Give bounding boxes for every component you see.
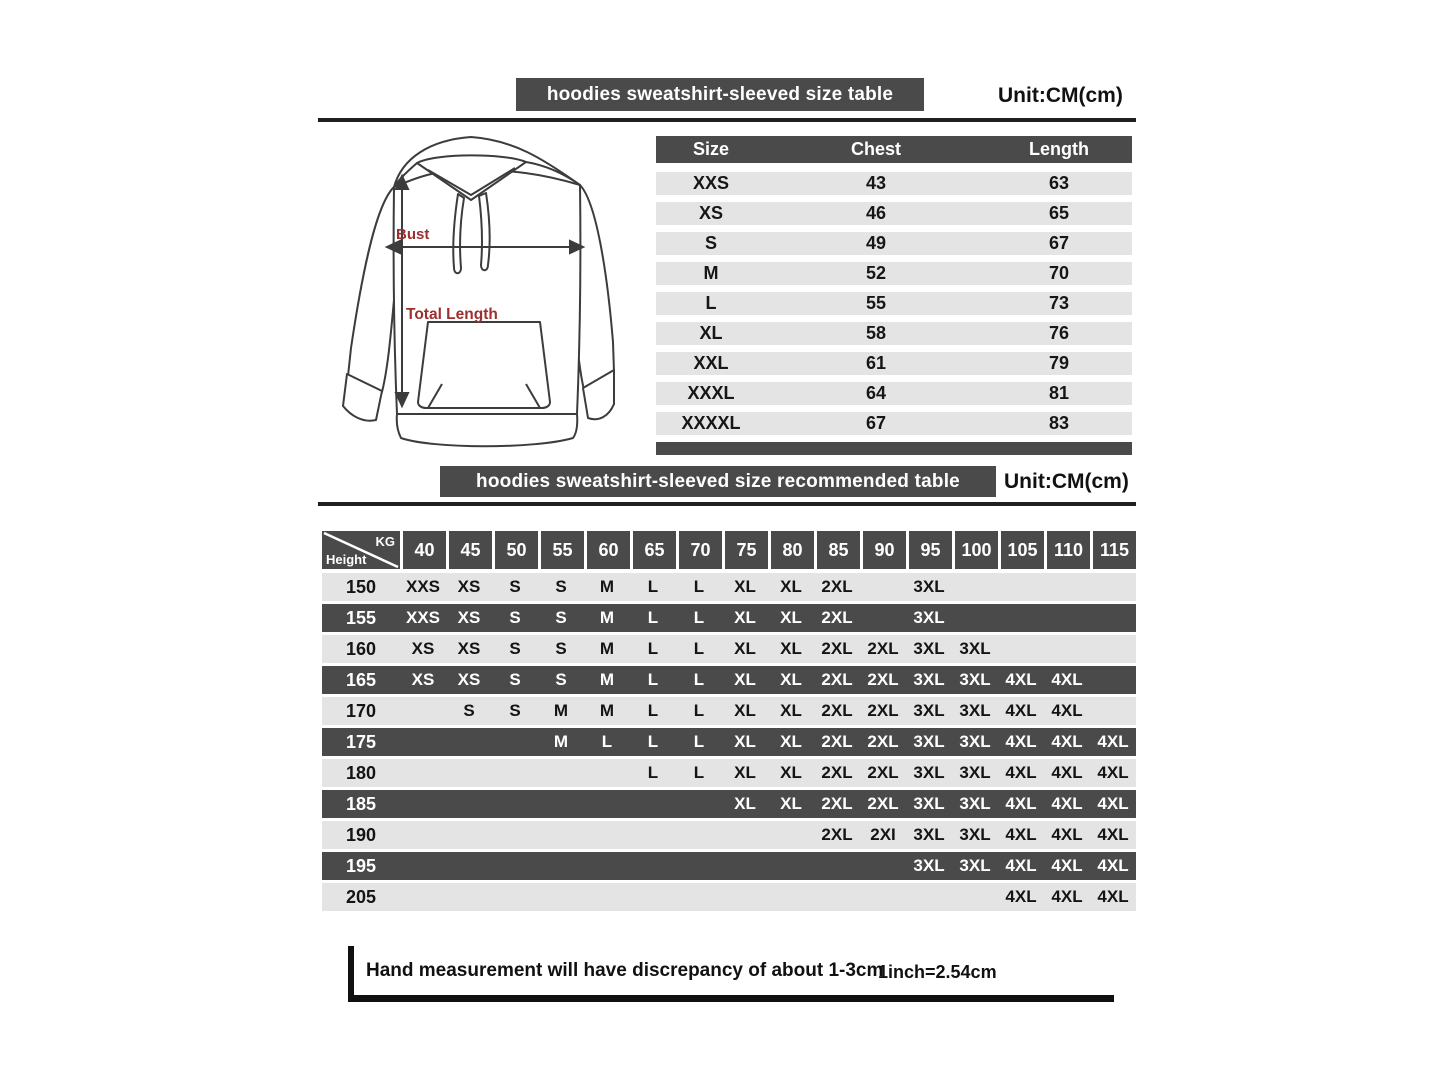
size-table-header-cell: Size xyxy=(692,139,730,159)
recommended-size-cell: 4XL xyxy=(1005,887,1037,906)
size-table-cell: 73 xyxy=(1048,293,1070,313)
recommended-size-cell xyxy=(584,821,630,849)
recommended-size-cell xyxy=(446,821,492,849)
recommended-size-cell: 2XL xyxy=(821,825,853,844)
weight-header-cell: 45 xyxy=(449,531,492,569)
recommended-size-cell xyxy=(1090,635,1136,663)
recommended-size-cell: 3XL xyxy=(913,856,945,875)
recommended-size-cell: 2XI xyxy=(870,825,896,844)
recommended-table-row xyxy=(322,728,1136,756)
recommended-size-cell xyxy=(1044,604,1090,632)
recommended-size-cell xyxy=(630,821,676,849)
recommended-size-cell xyxy=(952,604,998,632)
recommended-size-cell: L xyxy=(647,608,659,627)
size-table-cell: 58 xyxy=(865,323,887,343)
recommended-size-cell: S xyxy=(555,608,567,627)
recommended-size-cell: 4XL xyxy=(1051,856,1083,875)
size-table-header-cell: Length xyxy=(1029,139,1089,159)
recommended-size-cell xyxy=(630,852,676,880)
recommended-size-cell: XS xyxy=(457,608,481,627)
recommended-size-cell xyxy=(492,759,538,787)
recommended-size-cell xyxy=(492,790,538,818)
recommended-size-cell: S xyxy=(509,608,521,627)
recommended-size-cell xyxy=(538,883,584,911)
recommended-size-cell: 2XL xyxy=(821,577,853,596)
recommended-size-cell: 4XL xyxy=(1097,856,1129,875)
recommended-size-cell: M xyxy=(599,670,615,689)
size-table-header xyxy=(656,136,1132,163)
recommended-size-cell xyxy=(814,883,860,911)
recommended-size-cell: XL xyxy=(780,639,802,658)
recommended-size-cell: M xyxy=(553,732,569,751)
recommended-table-row xyxy=(322,697,1136,725)
recommended-size-cell xyxy=(952,573,998,601)
recommended-size-cell: 4XL xyxy=(1005,670,1037,689)
recommended-size-cell: 3XL xyxy=(959,763,991,782)
recommended-size-cell xyxy=(906,883,952,911)
recommended-size-cell: XL xyxy=(780,701,802,720)
size-table-row xyxy=(656,232,1132,255)
size-table-row xyxy=(656,382,1132,405)
size-table-cell: 52 xyxy=(865,263,887,283)
recommended-size-cell xyxy=(400,697,446,725)
recommended-size-cell: 4XL xyxy=(1051,701,1083,720)
recommended-size-cell: XXS xyxy=(405,577,441,596)
recommended-size-cell xyxy=(722,852,768,880)
recommended-size-cell: S xyxy=(555,639,567,658)
recommended-size-cell xyxy=(1090,604,1136,632)
recommended-size-cell: 4XL xyxy=(1097,794,1129,813)
recommended-size-cell: 3XL xyxy=(913,763,945,782)
recommended-size-cell: XL xyxy=(734,763,756,782)
recommended-size-cell: 2XL xyxy=(867,639,899,658)
hoodie-measurement-diagram xyxy=(330,132,615,457)
recommended-size-cell: L xyxy=(647,639,659,658)
weight-header-cell: 40 xyxy=(403,531,446,569)
recommended-table-header xyxy=(322,531,1136,569)
bust-label: Bust xyxy=(396,226,430,243)
recommended-size-cell: 2XL xyxy=(821,639,853,658)
recommended-size-cell: S xyxy=(509,639,521,658)
recommended-size-cell: L xyxy=(647,577,659,596)
recommended-size-cell xyxy=(998,635,1044,663)
recommended-size-cell: L xyxy=(693,701,705,720)
recommended-size-cell: 4XL xyxy=(1097,763,1129,782)
recommended-size-cell xyxy=(630,883,676,911)
weight-header-cell: 55 xyxy=(541,531,584,569)
recommended-size-cell: 4XL xyxy=(1051,670,1083,689)
recommended-size-cell: 3XL xyxy=(913,701,945,720)
recommended-size-cell xyxy=(446,883,492,911)
recommended-size-cell: L xyxy=(693,763,705,782)
size-table-cell: XXS xyxy=(692,173,730,193)
total-length-label: Total Length xyxy=(406,306,498,323)
weight-header-cell: 115 xyxy=(1093,531,1136,569)
recommended-table-body xyxy=(322,573,1136,911)
recommended-size-cell: 2XL xyxy=(821,701,853,720)
inch-conversion-note: 1inch=2.54cm xyxy=(878,962,997,982)
recommended-size-cell: XL xyxy=(780,608,802,627)
recommended-size-cell: 4XL xyxy=(1097,732,1129,751)
size-table-footer-bar xyxy=(656,442,1132,455)
measurement-note: Hand measurement will have discrepancy of about 1-3cm xyxy=(366,960,884,981)
recommended-table-row xyxy=(322,790,1136,818)
recommended-size-cell: S xyxy=(555,670,567,689)
recommended-size-cell: 4XL xyxy=(1005,763,1037,782)
recommended-size-cell: XS xyxy=(457,670,481,689)
size-table-cell: 76 xyxy=(1048,323,1070,343)
size-table-row xyxy=(656,352,1132,375)
recommended-size-cell xyxy=(1090,666,1136,694)
recommended-size-cell: XS xyxy=(411,670,435,689)
size-table-cell: XXXXL xyxy=(681,413,741,433)
recommended-size-cell: 3XL xyxy=(913,670,945,689)
recommended-size-cell: S xyxy=(463,701,475,720)
recommended-size-cell xyxy=(538,790,584,818)
recommended-size-cell xyxy=(584,759,630,787)
footer-left-bar xyxy=(348,946,354,1002)
size-table-title: hoodies sweatshirt-sleeved size table xyxy=(516,78,924,111)
recommended-size-cell xyxy=(446,759,492,787)
size-table-cell: S xyxy=(704,233,717,253)
footer-bottom-bar xyxy=(348,995,1114,1002)
size-table-cell: M xyxy=(703,263,719,283)
recommended-size-cell: S xyxy=(509,577,521,596)
recommended-size-cell: XL xyxy=(734,670,756,689)
recommended-size-cell: 3XL xyxy=(913,608,945,627)
recommended-size-cell xyxy=(860,604,906,632)
recommended-table-row xyxy=(322,883,1136,911)
size-table-cell: XXL xyxy=(693,353,729,373)
weight-header-cell: 70 xyxy=(679,531,722,569)
size-table-row xyxy=(656,292,1132,315)
weight-header-cell: 100 xyxy=(955,531,998,569)
size-table-cell: 43 xyxy=(865,173,887,193)
recommended-size-cell xyxy=(584,883,630,911)
recommended-size-cell: L xyxy=(693,670,705,689)
recommended-table-row xyxy=(322,852,1136,880)
recommended-size-cell: S xyxy=(509,670,521,689)
recommended-size-cell: XL xyxy=(734,577,756,596)
recommended-size-cell xyxy=(998,573,1044,601)
recommended-size-cell xyxy=(722,821,768,849)
recommended-size-cell: 4XL xyxy=(1051,887,1083,906)
recommended-size-cell: L xyxy=(647,763,659,782)
recommended-size-cell xyxy=(400,790,446,818)
recommended-size-cell: M xyxy=(553,701,569,720)
recommended-size-cell: 4XL xyxy=(1005,732,1037,751)
recommended-size-cell xyxy=(446,728,492,756)
recommended-table-row xyxy=(322,635,1136,663)
height-label-cell: 150 xyxy=(345,577,377,597)
height-label-cell: 155 xyxy=(345,608,377,628)
hoodie-outline-icon xyxy=(343,137,614,446)
size-table-cell: 46 xyxy=(865,203,887,223)
weight-header-cell: 80 xyxy=(771,531,814,569)
unit-label-top: Unit:CM(cm) xyxy=(998,84,1123,107)
size-table-cell: 67 xyxy=(865,413,887,433)
recommended-size-cell: 3XL xyxy=(913,639,945,658)
recommended-size-cell: 4XL xyxy=(1005,856,1037,875)
size-table-row xyxy=(656,322,1132,345)
recommended-size-cell: XL xyxy=(780,794,802,813)
weight-header-cell: 75 xyxy=(725,531,768,569)
weight-header-cell: 85 xyxy=(817,531,860,569)
recommended-size-cell: 3XL xyxy=(913,794,945,813)
corner-height-label: Height xyxy=(326,552,367,567)
recommended-size-cell: XL xyxy=(780,732,802,751)
recommended-size-cell: M xyxy=(599,577,615,596)
recommended-table-title: hoodies sweatshirt-sleeved size recommended table xyxy=(440,466,996,497)
recommended-size-cell: M xyxy=(599,608,615,627)
recommended-size-cell: 4XL xyxy=(1051,763,1083,782)
size-table-cell: L xyxy=(705,293,717,313)
recommended-size-cell: 3XL xyxy=(913,825,945,844)
weight-header-cell: 95 xyxy=(909,531,952,569)
size-table-row xyxy=(656,172,1132,195)
recommended-size-cell: 2XL xyxy=(867,701,899,720)
recommended-size-cell xyxy=(400,821,446,849)
recommended-size-cell: 2XL xyxy=(867,670,899,689)
recommended-size-cell xyxy=(538,759,584,787)
unit-label-bottom: Unit:CM(cm) xyxy=(1004,470,1129,493)
recommended-table-row xyxy=(322,604,1136,632)
recommended-size-cell: M xyxy=(599,639,615,658)
recommended-size-cell: XS xyxy=(457,577,481,596)
recommended-size-cell xyxy=(492,883,538,911)
recommended-size-cell: 4XL xyxy=(1005,701,1037,720)
size-table-header-cell: Chest xyxy=(850,139,901,159)
recommended-size-cell: 2XL xyxy=(867,763,899,782)
recommended-size-cell: 2XL xyxy=(821,670,853,689)
recommended-size-cell: 3XL xyxy=(959,794,991,813)
recommended-size-cell: XL xyxy=(734,608,756,627)
recommended-size-cell xyxy=(768,821,814,849)
recommended-size-cell: XXS xyxy=(405,608,441,627)
recommended-size-cell: L xyxy=(693,577,705,596)
size-table-cell: 49 xyxy=(865,233,887,253)
recommended-size-cell xyxy=(1090,573,1136,601)
recommended-table-row xyxy=(322,821,1136,849)
recommended-size-cell xyxy=(676,852,722,880)
recommended-size-cell xyxy=(1044,573,1090,601)
recommended-table xyxy=(322,531,1136,914)
size-table-row xyxy=(656,202,1132,225)
recommended-size-cell: XL xyxy=(734,639,756,658)
recommended-size-cell: 2XL xyxy=(821,732,853,751)
recommended-size-cell xyxy=(860,573,906,601)
recommended-size-cell xyxy=(492,852,538,880)
recommended-size-cell: 4XL xyxy=(1097,825,1129,844)
recommended-size-cell xyxy=(814,852,860,880)
divider-rule-top xyxy=(318,118,1136,122)
height-label-cell: 180 xyxy=(345,763,377,783)
recommended-size-cell xyxy=(400,883,446,911)
recommended-size-cell xyxy=(676,790,722,818)
recommended-size-cell: 3XL xyxy=(959,856,991,875)
height-label-cell: 185 xyxy=(345,794,377,814)
height-label-cell: 195 xyxy=(345,856,377,876)
recommended-size-cell: S xyxy=(509,701,521,720)
size-table-cell: 70 xyxy=(1048,263,1070,283)
recommended-size-cell: XL xyxy=(780,763,802,782)
recommended-size-cell xyxy=(998,604,1044,632)
recommended-size-cell xyxy=(768,883,814,911)
size-table-cell: 83 xyxy=(1048,413,1070,433)
recommended-size-cell: L xyxy=(647,701,659,720)
size-table-cell: 61 xyxy=(865,353,887,373)
height-label-cell: 205 xyxy=(345,887,377,907)
recommended-size-cell xyxy=(860,883,906,911)
recommended-size-cell: L xyxy=(647,732,659,751)
recommended-size-cell: 2XL xyxy=(867,794,899,813)
size-table-cell: 55 xyxy=(865,293,887,313)
kg-height-corner-cell xyxy=(322,531,400,569)
recommended-size-cell xyxy=(492,821,538,849)
weight-header-cell: 90 xyxy=(863,531,906,569)
recommended-size-cell: 3XL xyxy=(959,639,991,658)
recommended-size-cell: L xyxy=(693,732,705,751)
recommended-size-cell: XL xyxy=(734,701,756,720)
recommended-size-cell xyxy=(952,883,998,911)
weight-header-cell: 50 xyxy=(495,531,538,569)
recommended-size-cell: L xyxy=(693,639,705,658)
corner-kg-label: KG xyxy=(375,534,395,549)
recommended-size-cell: 4XL xyxy=(1005,825,1037,844)
recommended-size-cell xyxy=(584,790,630,818)
recommended-size-cell: 3XL xyxy=(959,670,991,689)
size-table-cell: 63 xyxy=(1048,173,1070,193)
height-label-cell: 160 xyxy=(345,639,377,659)
size-table-body xyxy=(656,172,1132,435)
weight-header-cell: 65 xyxy=(633,531,676,569)
recommended-table-row xyxy=(322,759,1136,787)
recommended-size-cell xyxy=(768,852,814,880)
recommended-size-cell: 2XL xyxy=(821,763,853,782)
weight-header-cell: 110 xyxy=(1047,531,1090,569)
size-table xyxy=(656,136,1132,455)
recommended-size-cell: 4XL xyxy=(1005,794,1037,813)
recommended-size-cell: 4XL xyxy=(1097,887,1129,906)
recommended-size-cell xyxy=(676,821,722,849)
recommended-size-cell xyxy=(1044,635,1090,663)
recommended-size-cell xyxy=(400,759,446,787)
recommended-size-cell xyxy=(722,883,768,911)
recommended-size-cell xyxy=(538,852,584,880)
recommended-size-cell: XL xyxy=(734,794,756,813)
size-table-cell: 81 xyxy=(1048,383,1070,403)
height-label-cell: 165 xyxy=(345,670,377,690)
recommended-size-cell xyxy=(446,790,492,818)
size-table-cell: XL xyxy=(699,323,723,343)
recommended-size-cell xyxy=(630,790,676,818)
height-label-cell: 175 xyxy=(345,732,377,752)
size-table-cell: XS xyxy=(698,203,723,223)
recommended-size-cell: XL xyxy=(780,670,802,689)
recommended-size-cell: 3XL xyxy=(959,825,991,844)
recommended-size-cell: 3XL xyxy=(959,701,991,720)
recommended-size-cell: 4XL xyxy=(1051,794,1083,813)
size-table-cell: 65 xyxy=(1048,203,1070,223)
recommended-size-cell: XS xyxy=(457,639,481,658)
recommended-size-cell: XL xyxy=(780,577,802,596)
size-table-cell: 64 xyxy=(865,383,887,403)
recommended-size-cell: S xyxy=(555,577,567,596)
recommended-size-cell xyxy=(1090,697,1136,725)
recommended-size-cell: 3XL xyxy=(959,732,991,751)
recommended-size-cell: 4XL xyxy=(1051,732,1083,751)
recommended-size-cell xyxy=(584,852,630,880)
recommended-size-cell xyxy=(400,852,446,880)
recommended-table-row xyxy=(322,573,1136,601)
recommended-size-cell: XL xyxy=(734,732,756,751)
recommended-size-cell: 2XL xyxy=(821,608,853,627)
size-table-row xyxy=(656,262,1132,285)
recommended-table-row xyxy=(322,666,1136,694)
size-table-cell: 79 xyxy=(1048,353,1070,373)
recommended-size-cell: L xyxy=(601,732,613,751)
recommended-size-cell xyxy=(538,821,584,849)
recommended-size-cell: 2XL xyxy=(821,794,853,813)
size-table-cell: 67 xyxy=(1048,233,1070,253)
weight-header-cell: 60 xyxy=(587,531,630,569)
recommended-size-cell: 3XL xyxy=(913,577,945,596)
recommended-size-cell: L xyxy=(647,670,659,689)
height-label-cell: 170 xyxy=(345,701,377,721)
divider-rule-bottom xyxy=(318,502,1136,506)
recommended-size-cell: M xyxy=(599,701,615,720)
recommended-size-cell xyxy=(860,852,906,880)
recommended-size-cell xyxy=(446,852,492,880)
recommended-size-cell: 2XL xyxy=(867,732,899,751)
size-table-row xyxy=(656,412,1132,435)
height-label-cell: 190 xyxy=(345,825,377,845)
recommended-size-cell: L xyxy=(693,608,705,627)
recommended-size-cell: 4XL xyxy=(1051,825,1083,844)
recommended-size-cell: 3XL xyxy=(913,732,945,751)
size-table-cell: XXXL xyxy=(687,383,735,403)
weight-header-cell: 105 xyxy=(1001,531,1044,569)
recommended-size-cell xyxy=(676,883,722,911)
recommended-size-cell xyxy=(400,728,446,756)
recommended-size-cell xyxy=(492,728,538,756)
recommended-size-cell: XS xyxy=(411,639,435,658)
